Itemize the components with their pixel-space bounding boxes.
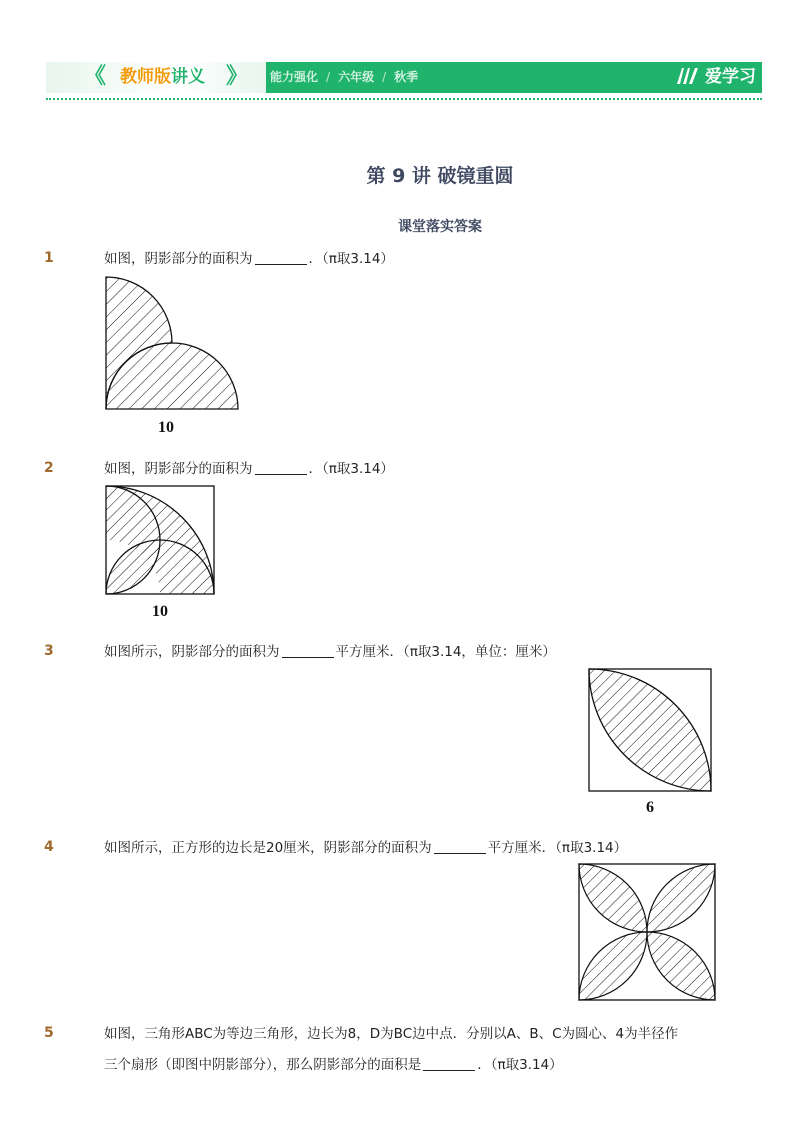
question-number: 1 (44, 250, 54, 266)
question-number: 4 (44, 839, 54, 855)
question-text (104, 639, 556, 665)
figure-q4-petal-bottom-right (647, 932, 715, 1000)
figure-q2 (100, 482, 220, 622)
header-bar (46, 62, 762, 93)
figure-q4-petal-bottom-left (579, 932, 647, 1000)
brand-name: 爱学习 (705, 67, 756, 87)
question-text (104, 246, 394, 272)
question-text-post: ．（π取3.14） (477, 1057, 563, 1073)
double-chevron-right-icon: 》 (226, 64, 249, 89)
header-badge (120, 66, 205, 88)
brand-leaf-icon (675, 66, 701, 86)
figure-q1 (100, 272, 245, 438)
brand-logo (675, 66, 756, 88)
figure-q4 (576, 861, 716, 1001)
figure-q2-shaded-lens (106, 540, 160, 594)
breadcrumb-item: 六年级 (338, 70, 375, 84)
figure-q4-petal-top-left (579, 864, 647, 932)
figure-q3 (586, 666, 716, 816)
badge-teacher-edition: 教师版 (120, 67, 171, 87)
figure-q4-petal-top-right (647, 864, 715, 932)
double-chevron-left-icon: 《 (84, 64, 107, 89)
figure-q1-label: 10 (158, 419, 174, 436)
question-text-post: 平方厘米．（π取3.14，单位：厘米） (335, 644, 556, 660)
answer-blank[interactable] (282, 643, 334, 658)
question-number: 3 (44, 643, 54, 659)
answer-blank[interactable] (255, 460, 307, 475)
breadcrumb: 能力强化 / 六年级 / 秋季 (270, 70, 419, 84)
badge-lecture: 讲义 (171, 67, 205, 87)
question-text (104, 456, 394, 482)
figure-q3-label: 6 (646, 799, 654, 816)
question-text-pre: 如图，阴影部分的面积为 (104, 461, 253, 477)
answer-blank[interactable] (423, 1056, 475, 1071)
page-subtitle: 课堂落实答案 (398, 219, 482, 235)
question-text-pre: 三个扇形（即图中阴影部分），那么阴影部分的面积是 (104, 1057, 422, 1073)
figure-q3-shaded-lens (589, 669, 711, 791)
question-text-pre: 如图，阴影部分的面积为 (104, 251, 253, 267)
header-divider (46, 98, 762, 100)
header-badge-area (46, 62, 266, 93)
page-title: 第 9 讲 破镜重圆 (366, 165, 514, 187)
question-text-post: ．（π取3.14） (308, 251, 394, 267)
question-number: 2 (44, 460, 54, 476)
breadcrumb-item: 秋季 (394, 70, 419, 84)
breadcrumb-item: 能力强化 (270, 70, 319, 84)
question-text-post: 平方厘米．（π取3.14） (487, 840, 628, 856)
question-text-post: ．（π取3.14） (308, 461, 394, 477)
question-text: 如图，三角形ABC为等边三角形，边长为8，D为BC边中点．分别以A、B、C为圆心、4为半径作 (104, 1026, 679, 1042)
question-number: 5 (44, 1025, 54, 1041)
question-text-pre: 如图所示，正方形的边长是20厘米，阴影部分的面积为 (104, 840, 432, 856)
figure-q2-label: 10 (152, 603, 168, 620)
question-text-pre: 如图所示，阴影部分的面积为 (104, 644, 280, 660)
question-text-line2 (104, 1052, 563, 1078)
answer-blank[interactable] (434, 839, 486, 854)
question-text (104, 835, 627, 861)
answer-blank[interactable] (255, 250, 307, 265)
